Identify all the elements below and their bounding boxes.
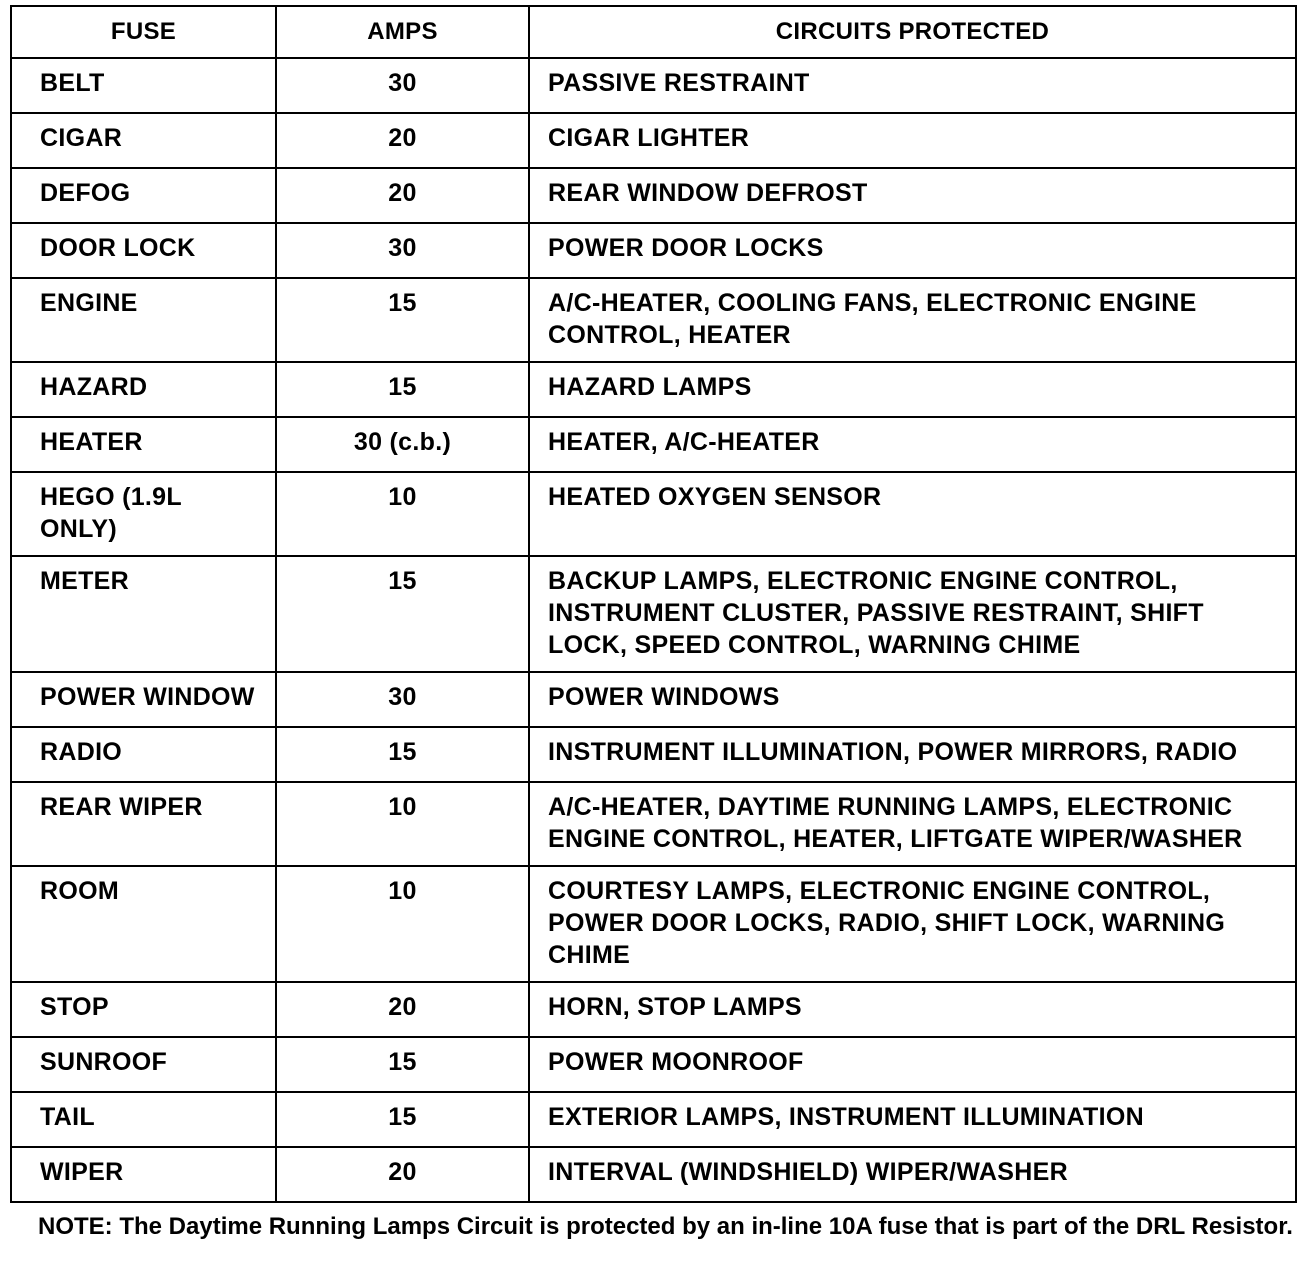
circuits-cell: INSTRUMENT ILLUMINATION, POWER MIRRORS, RADIO (529, 727, 1296, 782)
fuse-cell: RADIO (11, 727, 276, 782)
fuse-cell: POWER WINDOW (11, 672, 276, 727)
fuse-cell: DOOR LOCK (11, 223, 276, 278)
circuits-cell: CIGAR LIGHTER (529, 113, 1296, 168)
fuse-cell: WIPER (11, 1147, 276, 1202)
header-circuits-protected: CIRCUITS PROTECTED (529, 6, 1296, 58)
fuse-cell: METER (11, 556, 276, 672)
fuse-cell: STOP (11, 982, 276, 1037)
footnote (38, 1211, 1312, 1243)
circuits-cell: HORN, STOP LAMPS (529, 982, 1296, 1037)
fuse-cell: HAZARD (11, 362, 276, 417)
circuits-cell: POWER MOONROOF (529, 1037, 1296, 1092)
circuits-cell: A/C-HEATER, COOLING FANS, ELECTRONIC ENGINE CONTROL, HEATER (529, 278, 1296, 362)
note-label: NOTE: (38, 1213, 113, 1240)
table-row (11, 1037, 1296, 1092)
amps-cell: 30 (276, 58, 529, 113)
circuits-cell: BACKUP LAMPS, ELECTRONIC ENGINE CONTROL, INSTRUMENT CLUSTER, PASSIVE RESTRAINT, SHIFT LOCK, SPEED CONTROL, WARNING CHIME (529, 556, 1296, 672)
table-row (11, 472, 1296, 556)
table-row (11, 1092, 1296, 1147)
amps-cell: 15 (276, 727, 529, 782)
header-fuse: FUSE (11, 6, 276, 58)
amps-cell: 15 (276, 362, 529, 417)
fuse-cell: DEFOG (11, 168, 276, 223)
table-row (11, 866, 1296, 982)
amps-cell: 10 (276, 866, 529, 982)
circuits-cell: HEATER, A/C-HEATER (529, 417, 1296, 472)
note-text: The Daytime Running Lamps Circuit is protected by an in-line 10A fuse that is part of the DRL Resistor. (119, 1213, 1293, 1240)
table-row (11, 278, 1296, 362)
fuse-cell: ENGINE (11, 278, 276, 362)
amps-cell: 30 (c.b.) (276, 417, 529, 472)
table-header (11, 6, 1296, 58)
amps-cell: 20 (276, 982, 529, 1037)
circuits-cell: COURTESY LAMPS, ELECTRONIC ENGINE CONTROL, POWER DOOR LOCKS, RADIO, SHIFT LOCK, WARNING CHIME (529, 866, 1296, 982)
amps-cell: 15 (276, 556, 529, 672)
fuse-cell: HEATER (11, 417, 276, 472)
table-row (11, 672, 1296, 727)
table-row (11, 1147, 1296, 1202)
circuits-cell: A/C-HEATER, DAYTIME RUNNING LAMPS, ELECTRONIC ENGINE CONTROL, HEATER, LIFTGATE WIPER/WASHER (529, 782, 1296, 866)
circuits-cell: HAZARD LAMPS (529, 362, 1296, 417)
header-amps: AMPS (276, 6, 529, 58)
table-row (11, 168, 1296, 223)
circuits-cell: REAR WINDOW DEFROST (529, 168, 1296, 223)
fuse-cell: ROOM (11, 866, 276, 982)
table-row (11, 58, 1296, 113)
table-row (11, 362, 1296, 417)
amps-cell: 20 (276, 168, 529, 223)
fuse-cell: TAIL (11, 1092, 276, 1147)
circuits-cell: HEATED OXYGEN SENSOR (529, 472, 1296, 556)
fuse-cell: HEGO (1.9L ONLY) (11, 472, 276, 556)
table-row (11, 113, 1296, 168)
amps-cell: 30 (276, 223, 529, 278)
fuse-cell: SUNROOF (11, 1037, 276, 1092)
header-row (11, 6, 1296, 58)
amps-cell: 10 (276, 472, 529, 556)
amps-cell: 15 (276, 278, 529, 362)
circuits-cell: POWER WINDOWS (529, 672, 1296, 727)
fuse-cell: BELT (11, 58, 276, 113)
circuits-cell: POWER DOOR LOCKS (529, 223, 1296, 278)
table-row (11, 727, 1296, 782)
fuse-table (10, 5, 1297, 1203)
amps-cell: 10 (276, 782, 529, 866)
fuse-cell: REAR WIPER (11, 782, 276, 866)
amps-cell: 30 (276, 672, 529, 727)
amps-cell: 15 (276, 1092, 529, 1147)
table-row (11, 982, 1296, 1037)
table-row (11, 782, 1296, 866)
fuse-cell: CIGAR (11, 113, 276, 168)
circuits-cell: PASSIVE RESTRAINT (529, 58, 1296, 113)
circuits-cell: INTERVAL (WINDSHIELD) WIPER/WASHER (529, 1147, 1296, 1202)
circuits-cell: EXTERIOR LAMPS, INSTRUMENT ILLUMINATION (529, 1092, 1296, 1147)
table-row (11, 223, 1296, 278)
table-row (11, 417, 1296, 472)
amps-cell: 15 (276, 1037, 529, 1092)
table-body (11, 58, 1296, 1202)
amps-cell: 20 (276, 1147, 529, 1202)
amps-cell: 20 (276, 113, 529, 168)
table-row (11, 556, 1296, 672)
